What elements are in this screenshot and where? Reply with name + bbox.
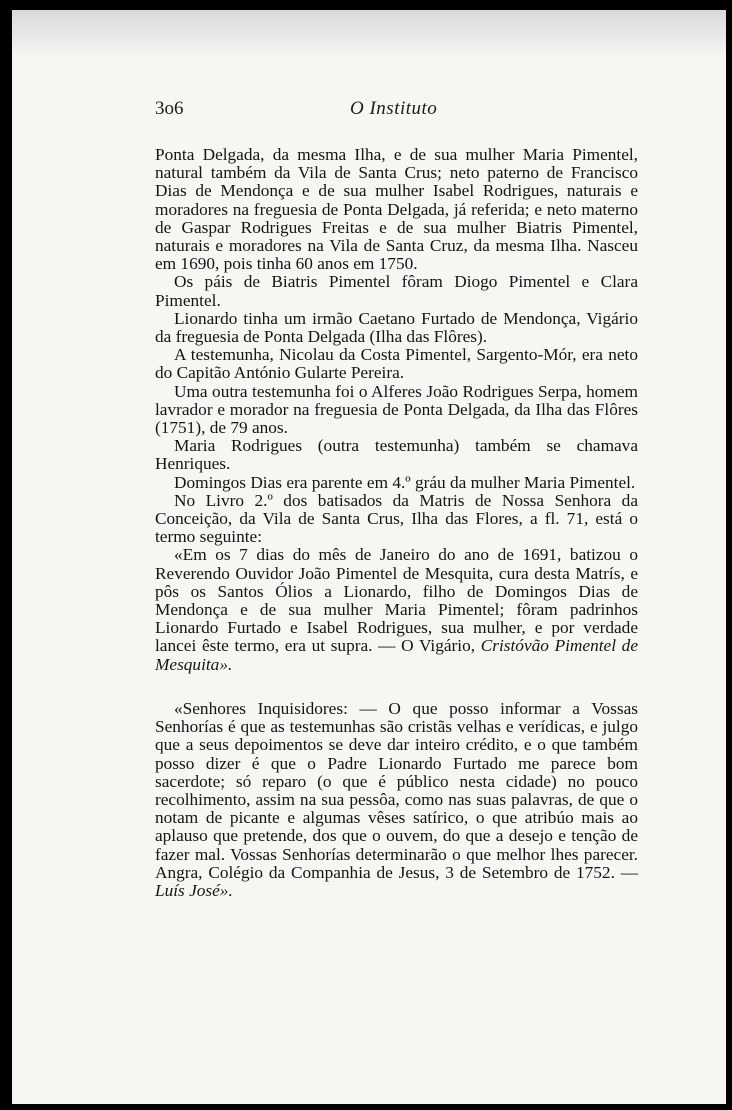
baptism-record-signature: Cristóvão Pimentel de Mesquita». (155, 636, 638, 674)
baptism-record-text: «Em os 7 dias do mês de Janeiro do ano de 1691, batizou o Reverendo Ouvidor João Pimentel de Mesquita, cura desta Matrís, e pôs os Santos Ólios a Lionardo, filho de Domingos Dias de Mendonça e de sua mulher Maria Pimentel; fôram padrinhos Lionardo Furtado e Isabel Rodrigues, sua mulher, e por verdade lancei êste termo, era ut supra. — O Vigário, (155, 545, 638, 656)
letter-signature: Luís José». (155, 880, 233, 900)
paragraph-baptism-record (155, 546, 638, 673)
letter-text: «Senhores Inquisidores: — O que posso informar a Vossas Senhorías é que as testemunhas são cristãs velhas e verídicas, e julgo que a seus depoimentos se deve dar inteiro crédito, e o que também posso dizer é que o Padre Lionardo Furtado me parece bom sacerdote; só reparo (o que é público nesta cidade) no pouco recolhimento, assim na sua pessôa, como nas suas palavras, de que o notam de picante e algumas vêses satírico, o que atribúo mais ao aplauso que pretende, dos que o ouvem, do que a desejo e tenção de fazer mal. Vossas Senhorías determinarão o que melhor lhes parecer. Angra, Colégio da Companhia de Jesus, 3 de Setembro de 1752. — (155, 698, 638, 882)
running-title: O Instituto (350, 98, 438, 119)
paragraph-genealogy: Ponta Delgada, da mesma Ilha, e de sua mulher Maria Pimentel, natural também da Vila de Santa Crus; neto paterno de Francisco Dias de Mendonça e de sua mulher Isabel Rodrigues, naturais e moradores na freguesia de Ponta Delgada, já referida; e neto materno de Gaspar Rodrigues Freitas e de sua mulher Biatris Pimentel, naturais e moradores na Vila de Santa Cruz, da mesma Ilha. Nasceu em 1690, pois tinha 60 anos em 1750. (155, 145, 638, 274)
paragraph-witness-3: Maria Rodrigues (outra testemunha) também se chamava Henriques. (155, 436, 638, 474)
scan-shadow (12, 10, 726, 60)
paragraph-register: No Livro 2.º dos batisados da Matris de Nossa Senhora da Conceição, da Vila de Santa Crus, Ilha das Flores, a fl. 71, está o termo seguinte: (155, 490, 638, 547)
section-gap (155, 674, 638, 700)
body-text (155, 146, 638, 900)
page-header (155, 98, 635, 124)
paragraph-relative: Domingos Dias era parente em 4.º gráu da mulher Maria Pimentel. (174, 472, 636, 492)
paragraph-inquisitors-letter (155, 700, 638, 900)
paragraph-brother: Lionardo tinha um irmão Caetano Furtado de Mendonça, Vigário da freguesia de Ponta Delgada (Ilha das Flôres). (155, 308, 638, 347)
paragraph-parents: Os páis de Biatris Pimentel fôram Diogo Pimentel e Clara Pimentel. (155, 272, 638, 310)
paragraph-witness-1: A testemunha, Nicolau da Costa Pimentel, Sargento-Mór, era neto do Capitão António Gularte Pereira. (155, 345, 638, 383)
page-number: 3o6 (155, 98, 184, 119)
paragraph-witness-2: Uma outra testemunha foi o Alferes João Rodrigues Serpa, homem lavrador e morador na freguesia de Ponta Delgada, da Ilha das Flôres (1751), de 79 anos. (155, 381, 638, 438)
scanned-page (12, 10, 726, 1104)
